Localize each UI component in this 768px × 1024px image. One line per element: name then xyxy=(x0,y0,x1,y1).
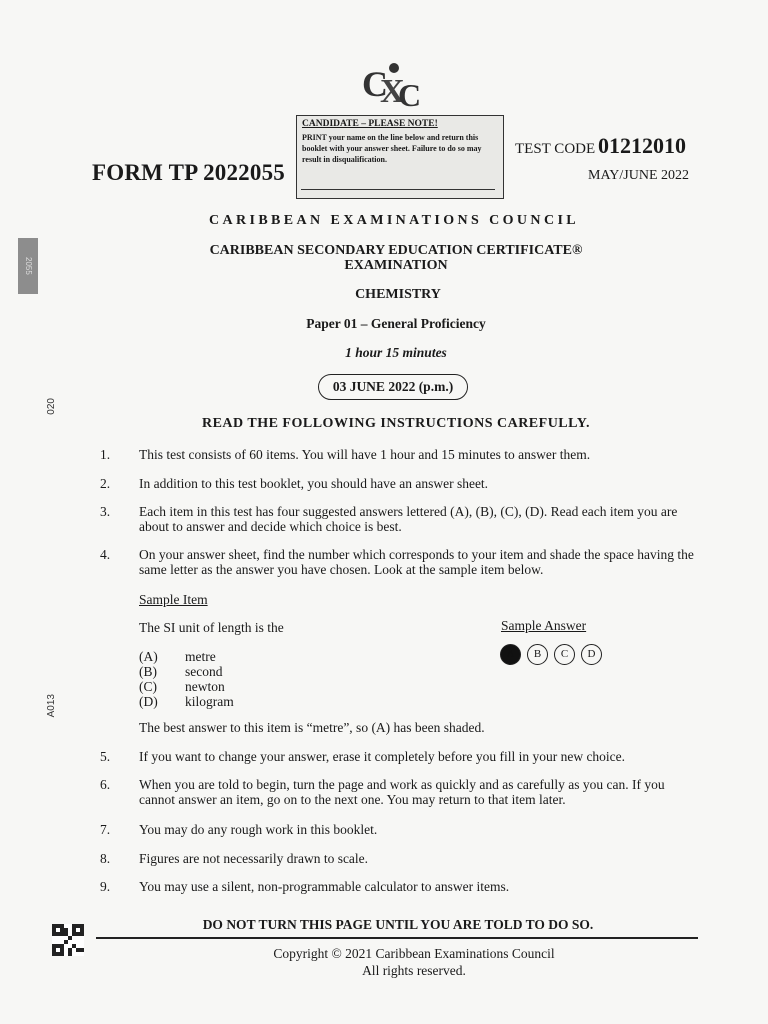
answer-bubble-a-filled[interactable]: A xyxy=(500,644,521,665)
do-not-turn-notice: DO NOT TURN THIS PAGE UNTIL YOU ARE TOLD TO DO SO. xyxy=(202,917,594,932)
option-text: newton xyxy=(185,679,225,694)
instruction-number: 5. xyxy=(100,749,111,764)
exam-duration: 1 hour 15 minutes xyxy=(345,345,447,360)
copyright-line: Copyright © 2021 Caribbean Examinations Council xyxy=(273,946,555,961)
cxc-logo xyxy=(358,58,428,108)
form-number: FORM TP 2022055 xyxy=(92,160,285,185)
instruction-number: 7. xyxy=(100,822,111,837)
rights-line: All rights reserved. xyxy=(362,963,466,978)
instruction-number: 3. xyxy=(100,504,111,519)
paper-title: Paper 01 – General Proficiency xyxy=(306,316,486,331)
instruction-text: You may do any rough work in this booklet. xyxy=(139,822,378,837)
instruction-number: 9. xyxy=(100,879,111,894)
svg-text:X: X xyxy=(380,73,405,108)
candidate-name-line[interactable] xyxy=(301,189,495,190)
sample-explanation: The best answer to this item is “metre”, so (A) has been shaded. xyxy=(139,720,485,735)
instruction-text: When you are told to begin, turn the page and work as quickly and as carefully as you can. If you cannot answer an item, go on to the next one. You may return to that item later. xyxy=(139,777,665,807)
option-text: metre xyxy=(185,649,216,664)
footer-divider xyxy=(96,937,698,939)
side-code-top: 020 xyxy=(46,398,57,415)
instruction-number: 8. xyxy=(100,851,111,866)
option-letter: (A) xyxy=(139,649,158,664)
answer-bubble-d[interactable]: D xyxy=(581,644,602,665)
svg-text:C: C xyxy=(362,64,388,104)
option-letter: (C) xyxy=(139,679,157,694)
instruction-text: You may use a silent, non-programmable calculator to answer items. xyxy=(139,879,510,894)
subject-title: CHEMISTRY xyxy=(355,287,441,302)
test-code-label: TEST CODE xyxy=(515,141,596,157)
instruction-text: If you want to change your answer, erase it completely before you fill in your new choice. xyxy=(139,749,626,764)
instruction-text: Figures are not necessarily drawn to scale. xyxy=(139,851,369,866)
instruction-number: 2. xyxy=(100,476,111,491)
exam-title-line2: EXAMINATION xyxy=(344,258,448,273)
svg-text:C: C xyxy=(398,77,422,108)
council-name: CARIBBEAN EXAMINATIONS COUNCIL xyxy=(208,213,580,228)
notice-title: CANDIDATE – PLEASE NOTE! xyxy=(302,119,438,129)
sample-item-heading: Sample Item xyxy=(139,592,208,607)
sample-answer-bubbles xyxy=(500,644,608,666)
sample-question: The SI unit of length is the xyxy=(139,620,284,635)
side-code-bottom: A013 xyxy=(46,694,57,718)
sample-answer-heading: Sample Answer xyxy=(501,618,587,633)
option-text: second xyxy=(185,664,223,679)
option-letter: (D) xyxy=(139,694,158,709)
instruction-text: Each item in this test has four suggested answers lettered (A), (B), (C), (D). Read each item you are about to answer and decide which choice is best. xyxy=(139,504,678,534)
option-text: kilogram xyxy=(185,694,234,709)
instruction-text: This test consists of 60 items. You will have 1 hour and 15 minutes to answer them. xyxy=(139,447,591,462)
instruction-number: 4. xyxy=(100,547,111,562)
instruction-number: 6. xyxy=(100,777,111,792)
answer-bubble-c[interactable]: C xyxy=(554,644,575,665)
exam-title-line1: CARIBBEAN SECONDARY EDUCATION CERTIFICATE® xyxy=(209,243,583,258)
notice-body: PRINT your name on the line below and return this booklet with your answer sheet. Failure to do so may result in disqualification. xyxy=(302,133,482,164)
answer-bubble-b[interactable]: B xyxy=(527,644,548,665)
exam-session: MAY/JUNE 2022 xyxy=(588,168,689,183)
instruction-number: 1. xyxy=(100,447,111,462)
test-code-value: 01212010 xyxy=(598,133,686,158)
option-letter: (B) xyxy=(139,664,157,679)
side-tab-label: 2055 xyxy=(18,238,38,294)
instruction-text: On your answer sheet, find the number which corresponds to your item and shade the space having the same letter as the answer you have chosen. Look at the sample item below. xyxy=(139,547,694,577)
exam-date-badge: 03 JUNE 2022 (p.m.) xyxy=(318,374,468,400)
instructions-heading: READ THE FOLLOWING INSTRUCTIONS CAREFULLY. xyxy=(201,416,591,431)
candidate-notice-box xyxy=(296,115,504,199)
instruction-text: In addition to this test booklet, you should have an answer sheet. xyxy=(139,476,489,491)
qr-code-icon xyxy=(52,924,84,956)
